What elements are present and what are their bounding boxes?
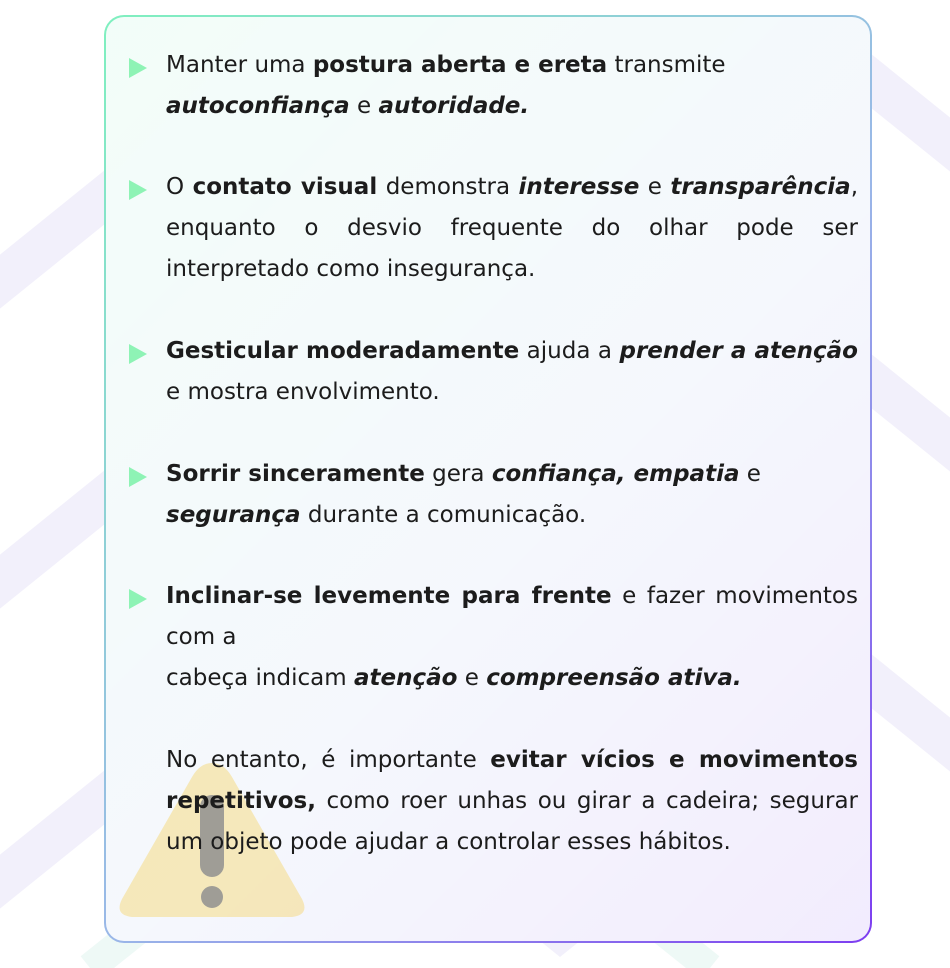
bold-text: postura aberta e ereta (312, 52, 608, 78)
text-run: e (349, 93, 379, 119)
list-item (166, 167, 858, 290)
item-text (166, 167, 858, 290)
note-text (166, 740, 858, 863)
bold-text: contato visual (192, 174, 378, 200)
text-run: cabeça indicam (166, 665, 354, 691)
triangle-bullet-icon (129, 589, 147, 609)
text-run: transmite (607, 52, 726, 78)
emphasis-text: atenção (353, 665, 458, 691)
text-run: e fazer movimentos com a (166, 583, 858, 650)
emphasis-text: interesse (518, 174, 640, 200)
emphasis-text: segurança (166, 502, 301, 528)
triangle-bullet-icon (129, 344, 147, 364)
triangle-bullet-icon (129, 58, 147, 78)
emphasis-text: compreensão ativa. (486, 665, 742, 691)
list-item (166, 576, 858, 699)
bold-text: evitar vícios e movimentos repetitivos, (166, 747, 858, 814)
item-text (166, 454, 858, 536)
text-run: No entanto, é importante (166, 747, 491, 773)
bold-text: Sorrir sinceramente (166, 461, 425, 487)
text-run: demonstra (377, 174, 519, 200)
triangle-bullet-icon (129, 467, 147, 487)
emphasis-text: autoconfiança (166, 93, 350, 119)
item-text (166, 45, 858, 127)
bold-text: Inclinar-se levemente para frente (166, 583, 612, 609)
emphasis-text: prender a atenção (619, 338, 858, 364)
text-run: e (457, 665, 487, 691)
text-run: como roer unhas ou girar a cadeira; segurar um objeto pode ajudar a controlar esses hábitos. (166, 788, 858, 855)
bold-text: Gesticular moderadamente (166, 338, 520, 364)
item-text (166, 576, 858, 699)
text-run: Manter uma (166, 52, 313, 78)
list-item (166, 454, 858, 536)
text-run: O (166, 174, 193, 200)
triangle-bullet-icon (129, 180, 147, 200)
text-run: durante a comunicação. (300, 502, 587, 528)
note-paragraph (166, 740, 858, 863)
emphasis-text: transparência (670, 174, 851, 200)
text-run: e (639, 174, 671, 200)
emphasis-text: confiança, empatia (491, 461, 740, 487)
text-run: e mostra envolvimento. (166, 379, 440, 405)
text-run: e (739, 461, 761, 487)
list-item (166, 331, 858, 413)
text-run: ajuda a (519, 338, 620, 364)
emphasis-text: autoridade. (378, 93, 530, 119)
text-run: gera (424, 461, 492, 487)
text-run: , enquanto o desvio frequente do olhar pode ser interpretado como insegurança. (166, 174, 858, 282)
list-item (166, 45, 858, 127)
item-text (166, 331, 858, 413)
